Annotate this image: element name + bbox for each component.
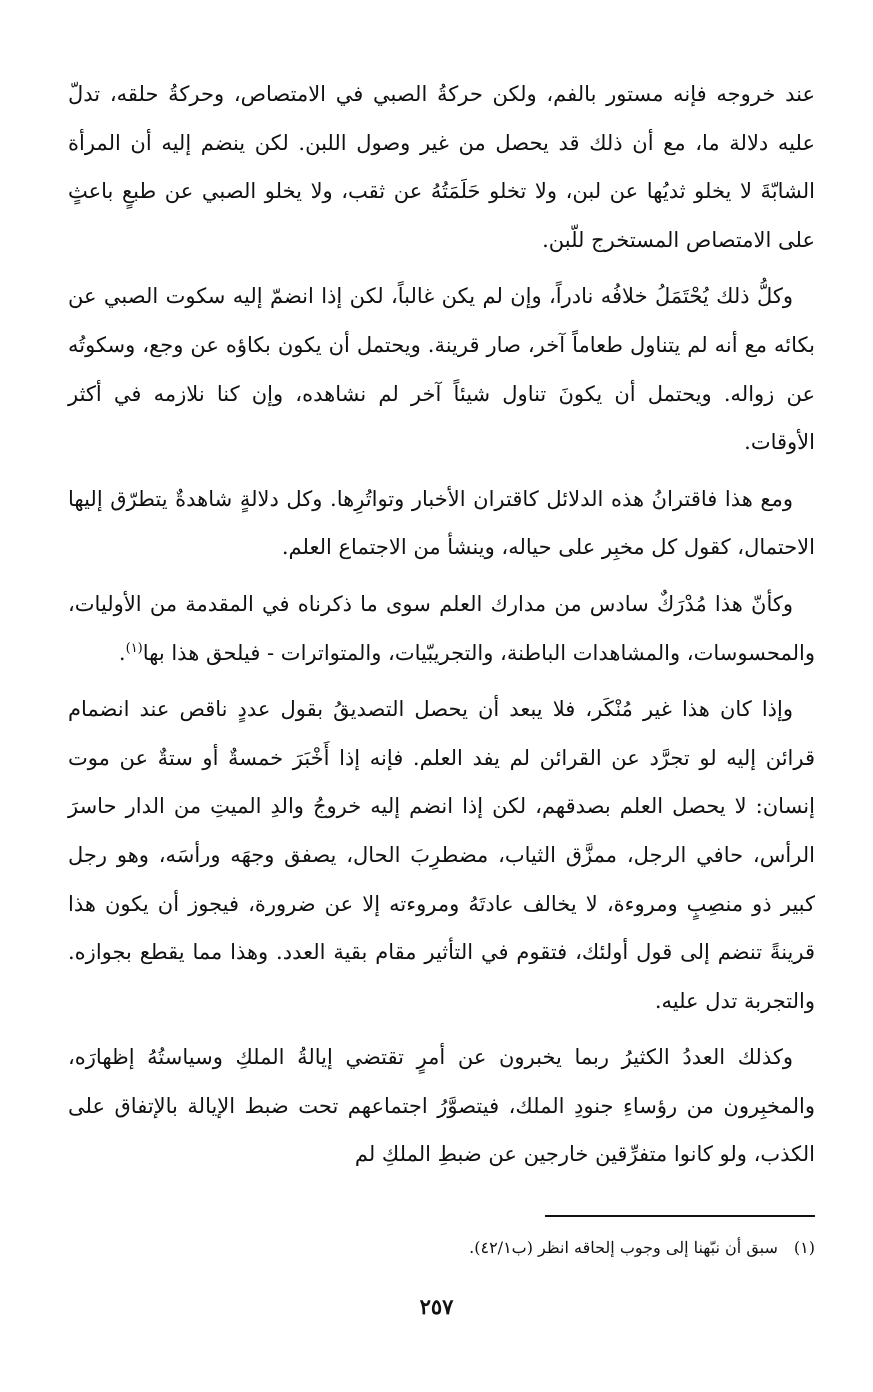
paragraph-4-end: . — [118, 640, 126, 665]
footnote — [68, 1233, 815, 1263]
paragraph-6: وكذلك العددُ الكثيرُ ربما يخبرون عن أمرٍ تقتضي إيالةُ الملكِ وسياستُهُ إظهارَه، والمخبِرون من رؤساءِ جنودِ الملك، فيتصوَّرُ اجتماعهم تحت ضبط الإيالة بالإتفاق على الكذب، ولو كانوا متفرِّقين خارجين عن ضبطِ الملكِ لم — [68, 1045, 815, 1167]
paragraph-1: عند خروجه فإنه مستور بالفم، ولكن حركةُ الصبي في الامتصاص، وحركةُ حلقه، تدلّ عليه دلالة ما، مع أن ذلك قد يحصل من غير وصول اللبن. لكن ينضم إليه أن المرأة الشابّةَ لا يخلو ثديُها عن لبن، ولا تخلو حَلَمَتُهُ عن ثقب، ولا يخلو الصبي عن طبعٍ باعثٍ على الامتصاص المستخرج للّبن. — [68, 82, 815, 252]
footnote-separator — [545, 1215, 815, 1217]
page-number: ٢٥٧ — [419, 1294, 454, 1319]
footnote-number: (١) — [793, 1238, 815, 1257]
footnote-text: سبق أن نبّهنا إلى وجوب إلحاقه انظر (ب٤٢/١). — [469, 1238, 778, 1257]
paragraph-2: وكلُّ ذلك يُحْتَمَلُ خلافُه نادراً، وإن لم يكن غالباً، لكن إذا انضمّ إليه سكوت الصبي عن بكائه مع أنه لم يتناول طعاماً آخر، صار قرينة. ويحتمل أن يكون بكاؤه عن وجع، وسكوتُه عن زواله. ويحتمل أن يكونَ تناول شيئاً آخر لم نشاهده، وإن كنا نلازمه في أكثر الأوقات. — [68, 284, 815, 455]
paragraph-5: وإذا كان هذا غير مُنْكَر، فلا يبعد أن يحصل التصديقُ بقول عددٍ ناقص عند انضمام قرائن إليه لو تجرَّد عن القرائن لم يفد العلم. فإنه إذا أَخْبَرَ خمسةٌ أو ستةٌ عن موت إنسان: لا يحصل العلم بصدقهم، لكن إذا انضم إليه خروجُ والدِ الميتِ من الدار حاسرَ الرأس، حافي الرجل، ممزَّق الثياب، مضطرِبَ الحال، يصفق وجهَه ورأسَه، وهو رجل كبير ذو منصِبٍ ومروءة، لا يخالف عادتَهُ ومروءته إلا عن ضرورة، فيجوز أن يكون هذا قرينةً تنضم إلى قول أولئك، فتقوم في التأثير مقام بقية العدد. وهذا مما يقطع بجوازه. والتجربة تدل عليه. — [68, 697, 815, 1013]
paragraph-3: ومع هذا فاقترانُ هذه الدلائل كاقتران الأخبار وتواتُرِها. وكل دلالةٍ شاهدةٌ يتطرّق إليها الاحتمال، كقول كل مخبِر على حياله، وينشأ من الاجتماع العلم. — [68, 486, 815, 560]
paragraph-4-text: وكأنّ هذا مُدْرَكٌ سادس من مدارك العلم سوى ما ذكرناه في المقدمة من الأوليات، والمحسوسات، والمشاهدات الباطنة، والتجريبّيات، والمتواترات - فيلحق هذا بها — [68, 591, 815, 665]
paragraph-4 — [68, 580, 815, 677]
main-text — [68, 70, 815, 1187]
footnote-reference: (١) — [125, 640, 143, 656]
